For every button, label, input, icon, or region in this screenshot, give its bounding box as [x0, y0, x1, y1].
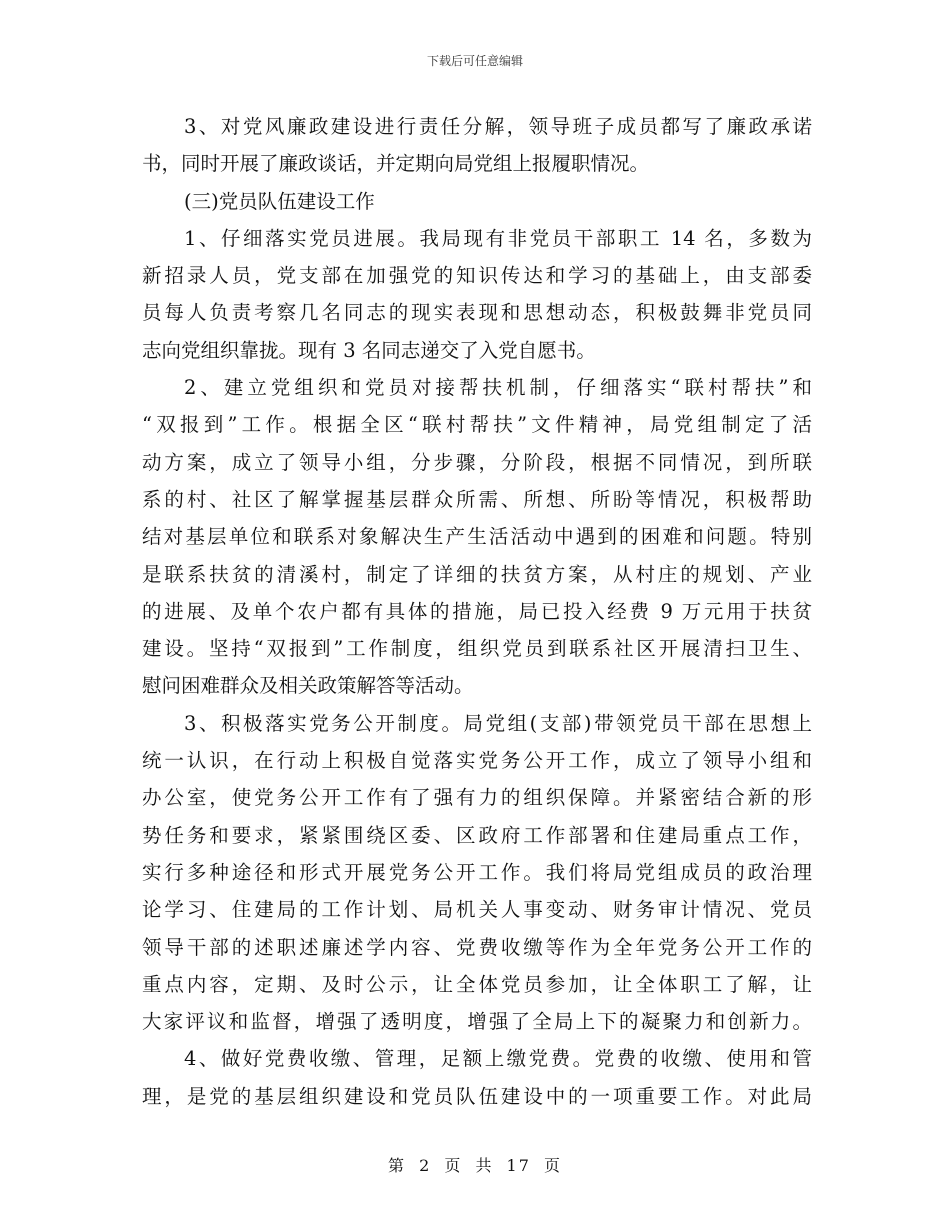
- text-line: 理，是党的基层组织建设和党员队伍建设中的一项重要工作。对此局: [142, 1084, 812, 1108]
- text-line: 4、做好党费收缴、管理，足额上缴党费。党费的收缴、使用和管: [184, 1047, 812, 1071]
- text-line: (三)党员队伍建设工作: [184, 189, 375, 213]
- page-header: 下载后可任意编辑: [426, 54, 523, 68]
- text-line: 系的村、社区了解掌握基层群众所需、所想、所盼等情况，积极帮助: [142, 487, 812, 511]
- text-line: 大家评议和监督，增强了透明度，增强了全局上下的凝聚力和创新力。: [142, 1010, 812, 1034]
- text-line: 动方案，成立了领导小组，分步骤，分阶段，根据不同情况，到所联: [142, 450, 812, 474]
- text-line: 实行多种途径和形式开展党务公开工作。我们将局党组成员的政治理: [142, 860, 812, 884]
- text-line: 志向党组织靠拢。现有 3 名同志递交了入党自愿书。: [142, 338, 596, 362]
- text-line: 结对基层单位和联系对象解决生产生活活动中遇到的困难和问题。特别: [142, 525, 812, 549]
- text-line: 统一认识，在行动上积极自觉落实党务公开工作，成立了领导小组和: [142, 749, 812, 773]
- text-line: 势任务和要求，紧紧围绕区委、区政府工作部署和住建局重点工作，: [142, 823, 812, 847]
- text-line: “双报到”工作。根据全区“联村帮扶”文件精神，局党组制定了活: [142, 413, 812, 437]
- text-line: 2、建立党组织和党员对接帮扶机制，仔细落实“联村帮扶”和: [184, 376, 812, 400]
- text-line: 慰问困难群众及相关政策解答等活动。: [142, 674, 474, 698]
- text-line: 3、对党风廉政建设进行责任分解，领导班子成员都写了廉政承诺: [184, 115, 812, 138]
- text-line: 的进展、及单个农户都有具体的措施，局已投入经费 9 万元用于扶贫: [142, 599, 812, 623]
- body-text: [142, 108, 812, 1115]
- page-footer: 第 2 页 共 17 页: [388, 1156, 562, 1175]
- text-line: 新招录人员，党支部在加强党的知识传达和学习的基础上，由支部委: [142, 264, 812, 288]
- text-line: 建设。坚持“双报到”工作制度，组织党员到联系社区开展清扫卫生、: [142, 637, 812, 661]
- text-line: 1、仔细落实党员进展。我局现有非党员干部职工 14 名，多数为: [184, 226, 812, 250]
- text-line: 领导干部的述职述廉述学内容、党费收缴等作为全年党务公开工作的: [142, 935, 812, 959]
- text-line: 重点内容，定期、及时公示，让全体党员参加，让全体职工了解，让: [142, 972, 812, 996]
- text-line: 论学习、住建局的工作计划、局机关人事变动、财务审计情况、党员: [142, 898, 812, 922]
- text-line: 是联系扶贫的清溪村，制定了详细的扶贫方案，从村庄的规划、产业: [142, 562, 812, 586]
- text-line: 员每人负责考察几名同志的现实表现和思想动态，积极鼓舞非党员同: [142, 301, 812, 325]
- text-line: 书，同时开展了廉政谈话，并定期向局党组上报履职情况。: [142, 152, 650, 176]
- text-line: 3、积极落实党务公开制度。局党组(支部)带领党员干部在思想上: [184, 711, 812, 735]
- text-line: 办公室，使党务公开工作有了强有力的组织保障。并紧密结合新的形: [142, 786, 812, 810]
